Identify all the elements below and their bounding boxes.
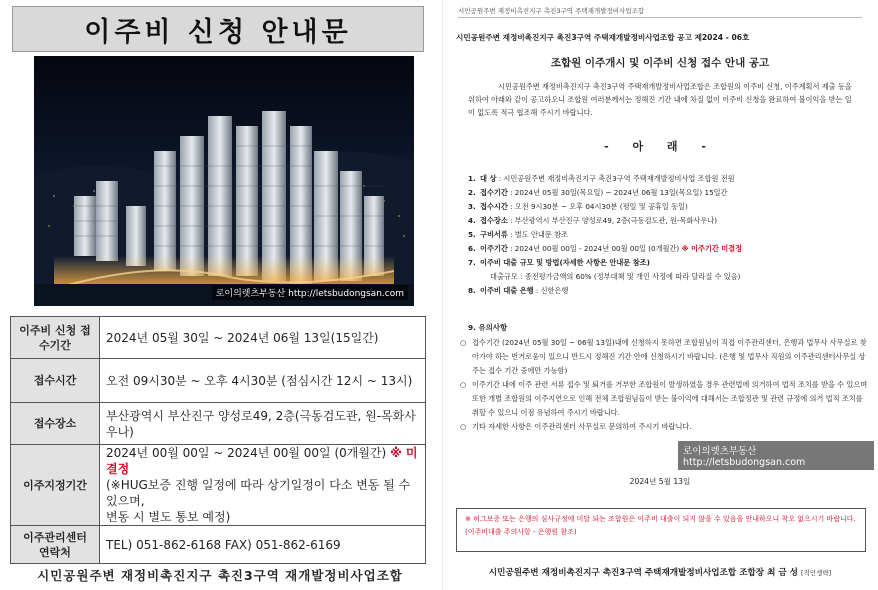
relocation-period-note-line2: 변동 시 별도 통보 예정)	[106, 510, 231, 524]
item-text: : 2024년 05월 30일(목요일) ~ 2024년 06월 13일(목요일) 15일간	[510, 188, 728, 197]
seal-omitted-note: [직인생략]	[800, 569, 832, 577]
association-name-footer: 시민공원주변 재정비촉진지구 촉진3구역 재개발정비사업조합	[37, 568, 403, 583]
item-text: : 2024년 00월 00일 - 2024년 00월 00일 (0개월간)	[510, 244, 680, 253]
note-text: 접수기간 (2024년 05월 30일 ~ 06월 13일)내에 신청하지 못하면 조합원님이 직접 이주관리센터, 은행과 법무사 사무실로 찾아가야 하는 번거로움이 있으니 반드시 정해진 기간 안에 신청하시기 바랍니다. (은행 및 법무사 직원의 이주관리센터사무실 상주는 접수 기간 중에만 가능함)	[472, 338, 867, 375]
table-row	[11, 526, 426, 564]
row-value-reception-hours: 오전 09시30분 ~ 오후 4시30분 (점심시간 12시 ~ 13시)	[100, 359, 426, 403]
table-row	[11, 317, 426, 359]
item-text: : 시민공원주변 재정비촉진지구 촉진3구역 주택재개발정비사업 조합원 전원	[498, 174, 735, 183]
flyer-title: 이주비 신청 안내문	[12, 6, 424, 52]
notice-date: 2024년 5월 13일	[629, 477, 691, 486]
item-number: 5.	[468, 230, 476, 239]
item-label: 이주비 대출 규모 및 방법(자세한 사항은 안내문 참조)	[480, 258, 650, 267]
header-rule	[458, 17, 862, 18]
row-value-relocation-period	[100, 445, 426, 526]
notes-list	[460, 336, 870, 434]
row-value-reception-place: 부산광역시 부산진구 양성로49, 2층(극동검도관, 원-목화사우나)	[100, 403, 426, 445]
row-label-center-contact: 이주관리센터 연락처	[11, 526, 100, 564]
photo-watermark-caption: 로이의렛츠부동산 http://letsbudongsan.com	[212, 285, 408, 300]
table-row	[11, 403, 426, 445]
circle-bullet-icon: ○	[460, 422, 467, 431]
notes-heading: 9. 유의사항	[468, 323, 508, 332]
list-item	[460, 420, 870, 434]
note-text: 이주기간 내에 이주 관련 서류 접수 및 퇴거를 거부한 조합원이 발생하였을 경우 관련법에 의거하여 법적 조치를 받을 수 있으며 또한 개별 조합원의 이주지연으로 인해 전체 조합원님들이 받는 불이익에 대해서는 조합정관 및 관련 규정에 의거 법적 조치를 취할 수 있으니 이점 유념하여 주시기 바랍니다.	[472, 380, 868, 417]
item-label: 접수장소	[480, 216, 508, 225]
item-text: : 별도 안내문 참조	[510, 230, 568, 239]
notice-title: 조합원 이주개시 및 이주비 신청 접수 안내 공고	[550, 57, 770, 69]
circle-bullet-icon: ○	[460, 380, 467, 389]
list-item	[460, 336, 870, 378]
row-label-application-period: 이주비 신청 접수기간	[11, 317, 100, 359]
notice-intro-paragraph: 시민공원주변 재정비촉진지구 촉진3구역 주택재개발정비사업조합은 조합원의 이주비 신청, 이주계획서 제출 등을 위하여 아래와 같이 공고하오니 조합원 여러분께서는 정해진 기간 내에 차질 없이 이주비 신청을 완료하여 불이익을 받는 일이 없도록 적극 협조해 주시기 바랍니다.	[468, 82, 852, 117]
page-divider	[442, 0, 443, 590]
night-city-rendering-graphic	[34, 56, 414, 306]
item-label: 구비서류	[480, 230, 508, 239]
row-label-reception-place: 접수장소	[11, 403, 100, 445]
item-text: : 부산광역시 부산진구 양성로49, 2층(극동검도관, 원-목화사우나)	[510, 216, 718, 225]
row-label-reception-hours: 접수시간	[11, 359, 100, 403]
undecided-badge: ※ 이주기간 미결정	[681, 244, 743, 253]
list-item	[460, 378, 870, 420]
item-text: : 신한은행	[535, 286, 569, 295]
list-item	[468, 200, 868, 214]
notice-header-small: 시민공원주변 재정비촉진지구 촉진3구역 주택재개발정비사업조합	[458, 7, 645, 15]
table-row	[11, 445, 426, 526]
info-table	[10, 316, 426, 564]
relocation-period-dates: 2024년 00월 00일 ~ 2024년 00월 00일 (0개월간)	[106, 446, 387, 460]
row-label-relocation-period: 이주지정기간	[11, 445, 100, 526]
item-number: 1.	[468, 174, 476, 183]
item-number: 8.	[468, 286, 476, 295]
list-item	[468, 172, 868, 186]
item-text: : 오전 9시30분 ~ 오후 04시30분 (평일 및 공휴일 동일)	[510, 202, 688, 211]
item-number: 4.	[468, 216, 476, 225]
item-label: 접수기간	[480, 188, 508, 197]
item-number: 7.	[468, 258, 476, 267]
note-text: 기타 자세한 사항은 이주관리센터 사무실로 문의하여 주시기 바랍니다.	[472, 422, 692, 431]
item-number: 3.	[468, 202, 476, 211]
list-item	[468, 242, 868, 256]
loan-warning-box: ※ 허그보증 또는 은행의 심사규정에 미달 되는 조합원은 이주비 대출이 되지 않을 수 있음을 안내하오니 착오 없으시기 바랍니다.(이주비대출 주의사항 - 은행원 참조)	[456, 508, 866, 552]
row-value-application-period: 2024년 05월 30일 ~ 2024년 06월 13일(15일간)	[100, 317, 426, 359]
item-label: 이주기간	[480, 244, 508, 253]
list-item	[468, 284, 868, 298]
chairman-signature-line	[446, 566, 874, 578]
item-label: 이주비 대출 은행	[480, 286, 534, 295]
list-item	[468, 256, 868, 270]
section-heading-below: - 아 래 -	[604, 140, 716, 153]
notice-items-list	[468, 172, 868, 298]
row-value-center-contact: TEL) 051-862-6168 FAX) 051-862-6169	[100, 526, 426, 564]
undecided-badge: ※ 미결정	[106, 446, 418, 476]
chairman-name: 시민공원주변 재정비촉진지구 촉진3구역 주택재개발정비사업조합 조합장 최 금 성	[488, 568, 798, 578]
relocation-period-note-line1: (※HUG보증 진행 일정에 따라 상기일정이 다소 변동 될 수 있으며,	[106, 478, 411, 508]
item-number: 2.	[468, 188, 476, 197]
item-number: 6.	[468, 244, 476, 253]
item-text: 대출규모 : 종전평가금액의 60% (정부대책 및 개인 사정에 따라 달라질 수 있음)	[490, 272, 741, 281]
list-item	[468, 228, 868, 242]
list-item	[468, 270, 868, 284]
item-label: 접수시간	[480, 202, 508, 211]
building-rendering-image	[34, 56, 414, 306]
list-item	[468, 186, 868, 200]
notice-number: 시민공원주변 재정비촉진지구 촉진3구역 주택재개발정비사업조합 공고 제2024 - 06호	[456, 33, 750, 42]
list-item	[468, 214, 868, 228]
table-row	[11, 359, 426, 403]
watermark-caption: 로이의렛츠부동산 http://letsbudongsan.com	[678, 441, 874, 470]
item-label: 대 상	[480, 174, 497, 183]
circle-bullet-icon: ○	[460, 338, 467, 347]
right-notice	[446, 0, 874, 590]
